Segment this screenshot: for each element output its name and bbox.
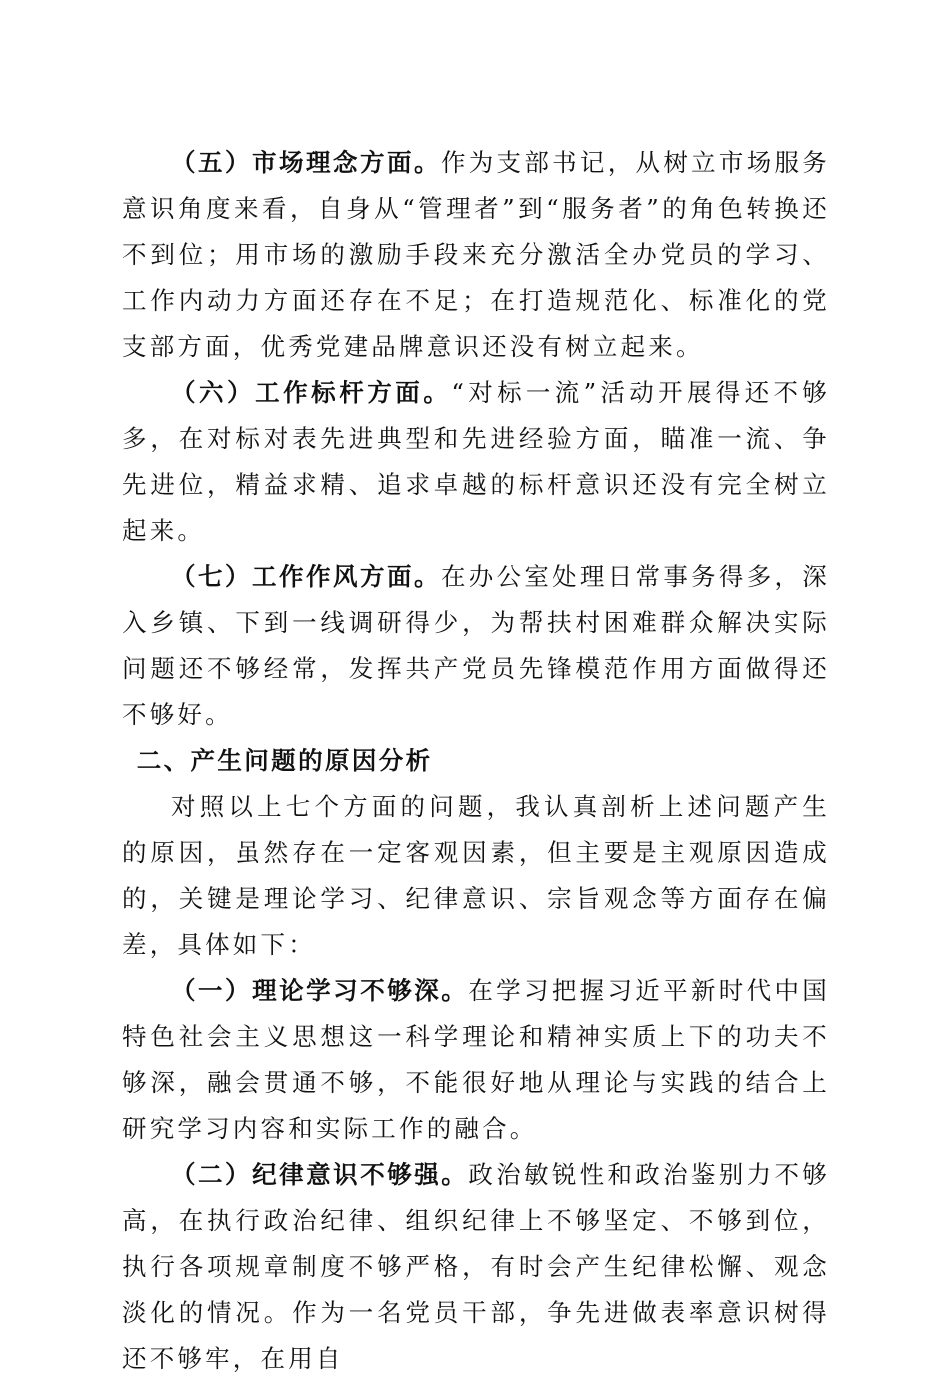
paragraph-text: “对标一流”活动开展得还不够多，在对标对表先进典型和先进经验方面，瞄准一流、争先进位，精益求精、追求卓越的标杆意识还没有完全树立起来。: [122, 378, 830, 545]
paragraph-work-style: [122, 554, 830, 738]
paragraph-text: 政治敏锐性和政治鉴别力不够高，在执行政治纪律、组织纪律上不够坚定、不够到位，执行各项规章制度不够严格，有时会产生纪律松懈、观念淡化的情况。作为一名党员干部，争先进做表率意识树得还不够牢，在用自: [122, 1160, 830, 1373]
section-heading: [122, 738, 830, 784]
section-heading-text: 二、产生问题的原因分析: [136, 746, 433, 775]
paragraph-lead: （七）工作作风方面。: [171, 562, 441, 591]
document-page: [122, 140, 830, 1382]
paragraph-intro: [122, 784, 830, 968]
paragraph-cause-theory: [122, 968, 830, 1152]
paragraph-lead: （五）市场理念方面。: [171, 148, 441, 177]
paragraph-cause-discipline: [122, 1152, 830, 1382]
paragraph-lead: （二）纪律意识不够强。: [171, 1160, 469, 1189]
paragraph-lead: （六）工作标杆方面。: [171, 378, 452, 407]
paragraph-lead: （一）理论学习不够深。: [171, 976, 469, 1005]
paragraph-work-benchmark: [122, 370, 830, 554]
paragraph-text: 作为支部书记，从树立市场服务意识角度来看，自身从“管理者”到“服务者”的角色转换还不到位；用市场的激励手段来充分激活全办党员的学习、工作内动力方面还存在不足；在打造规范化、标准化的党支部方面，优秀党建品牌意识还没有树立起来。: [122, 148, 830, 361]
paragraph-market-concept: [122, 140, 830, 370]
paragraph-text: 在学习把握习近平新时代中国特色社会主义思想这一科学理论和精神实质上下的功夫不够深，融会贯通不够，不能很好地从理论与实践的结合上研究学习内容和实际工作的融合。: [122, 976, 830, 1143]
paragraph-text: 对照以上七个方面的问题，我认真剖析上述问题产生的原因，虽然存在一定客观因素，但主要是主观原因造成的，关键是理论学习、纪律意识、宗旨观念等方面存在偏差，具体如下：: [122, 792, 830, 959]
paragraph-text: 在办公室处理日常事务得多，深入乡镇、下到一线调研得少，为帮扶村困难群众解决实际问题还不够经常，发挥共产党员先锋模范作用方面做得还不够好。: [122, 562, 830, 729]
